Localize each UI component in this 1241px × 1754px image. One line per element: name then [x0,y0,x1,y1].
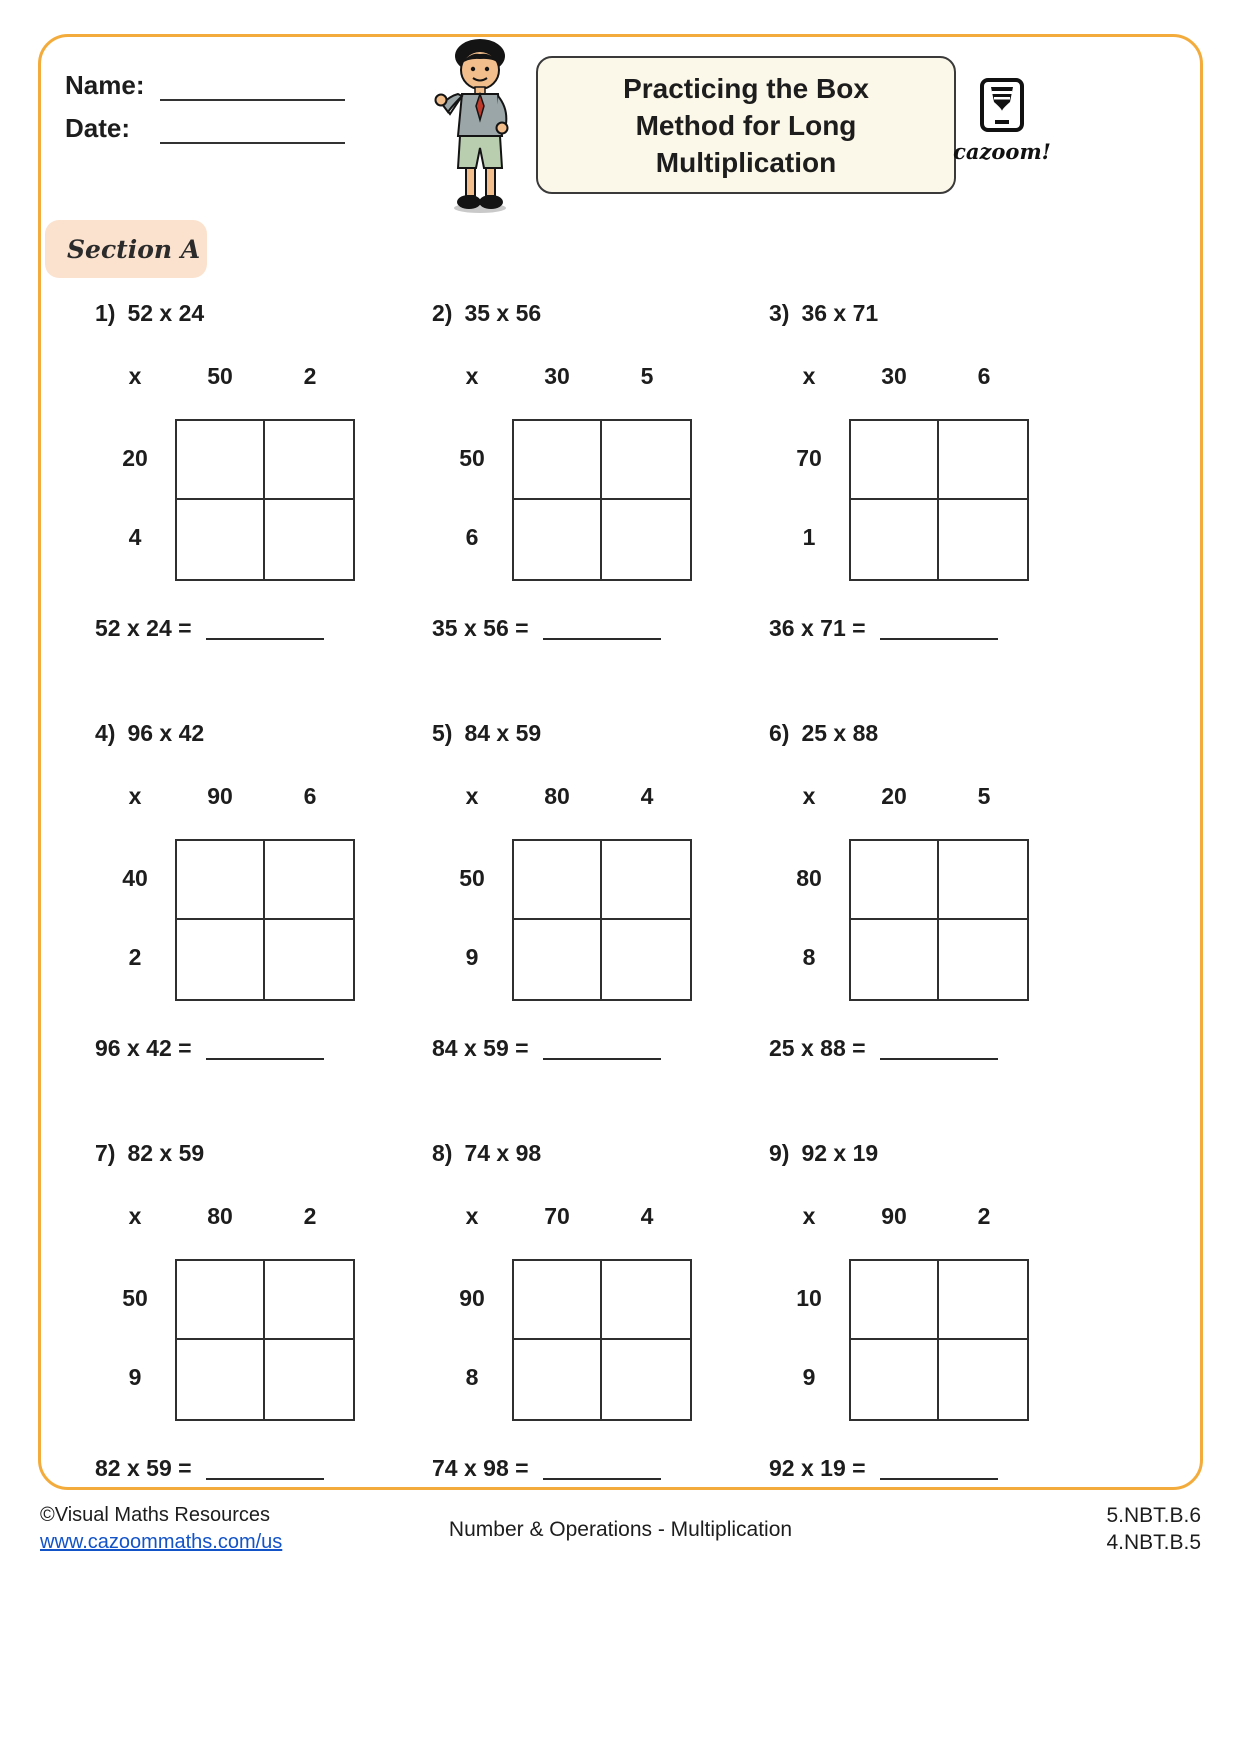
website-link[interactable]: www.cazoommaths.com/us [40,1531,283,1553]
boy-illustration [428,36,528,221]
answer-row [769,1455,1069,1482]
problem-number: 1) [95,300,116,326]
answer-blank-line [880,1458,998,1480]
product-cell [514,421,602,500]
box-method-grid [95,363,395,581]
column-header-row [95,1203,395,1233]
product-cell [602,1340,690,1419]
section-a-label: Section A [67,234,201,264]
product-cell [177,1340,265,1419]
box-method-grid [95,783,395,1001]
row-header-tens: 20 [122,445,148,471]
footer-standards [1106,1502,1201,1556]
name-label: Name: [65,70,145,100]
answer-blank-line [543,618,661,640]
answer-prefix: 84 x 59 = [432,1035,529,1061]
product-cell [602,421,690,500]
box-method-grid [769,1203,1069,1421]
column-header-row [769,783,1069,813]
problem-title [432,300,732,327]
product-cell [939,841,1027,920]
multiply-operator: x [802,363,816,389]
answer-row [769,1035,1069,1062]
problem-number: 7) [95,1140,116,1166]
box-method-body [432,839,732,1001]
problem-block [432,720,732,1062]
problem-block [95,720,395,1062]
product-cell [514,920,602,999]
problem-block [769,720,1069,1062]
column-header-row [432,783,732,813]
worksheet-title-line-1: Practicing the Box [623,72,869,104]
answer-row [432,615,732,642]
box-method-body [95,1259,395,1421]
section-a-box [45,220,207,278]
problem-block [769,1140,1069,1482]
problem-expression: 74 x 98 [464,1140,542,1166]
problem-expression: 84 x 59 [464,720,542,746]
product-cell [177,500,265,579]
column-header-row [95,363,395,393]
answer-row [95,1455,395,1482]
answer-blank-line [880,618,998,640]
answer-blank-line [206,618,324,640]
product-cell [851,841,939,920]
box-method-body [769,1259,1069,1421]
column-header-row [769,363,1069,393]
product-cell [177,421,265,500]
product-cell [851,421,939,500]
column-header-row [432,1203,732,1233]
date-field-row [65,113,345,144]
cazoom-logo-icon [979,119,1025,136]
answer-blank-line [206,1458,324,1480]
product-cell [939,1340,1027,1419]
product-boxes [175,419,355,581]
product-cell [939,421,1027,500]
box-method-grid [769,783,1069,1001]
row-header-tens: 70 [796,445,822,471]
problem-number: 9) [769,1140,790,1166]
box-method-body [769,419,1069,581]
product-cell [939,920,1027,999]
product-cell [514,841,602,920]
answer-blank-line [543,1458,661,1480]
column-header-tens: 30 [544,363,570,389]
problem-block [769,300,1069,642]
product-boxes [175,1259,355,1421]
product-cell [265,421,353,500]
cazoom-logo [952,78,1052,164]
product-cell [939,1261,1027,1340]
column-header-row [432,363,732,393]
answer-prefix: 36 x 71 = [769,615,866,641]
column-header-ones: 2 [303,1203,317,1229]
row-header-tens: 40 [122,865,148,891]
product-boxes [512,839,692,1001]
date-blank-line [160,118,345,144]
multiply-operator: x [802,1203,816,1229]
column-header-tens: 90 [207,783,233,809]
row-header-ones: 8 [802,944,816,970]
answer-prefix: 96 x 42 = [95,1035,192,1061]
box-method-body [95,839,395,1001]
answer-prefix: 35 x 56 = [432,615,529,641]
standard-code-1: 5.NBT.B.6 [1106,1504,1201,1527]
problem-block [432,1140,732,1482]
column-header-row [95,783,395,813]
problem-title [769,300,1069,327]
product-cell [851,1340,939,1419]
problems-grid [95,300,1107,1482]
problem-expression: 52 x 24 [127,300,205,326]
cazoom-logo-text: cazoom! [953,139,1051,164]
answer-row [432,1035,732,1062]
box-method-grid [432,783,732,1001]
row-header-ones: 2 [128,944,142,970]
column-header-ones: 2 [977,1203,991,1229]
multiply-operator: x [128,1203,142,1229]
product-boxes [849,839,1029,1001]
problem-expression: 96 x 42 [127,720,205,746]
box-method-grid [95,1203,395,1421]
column-header-tens: 20 [881,783,907,809]
row-header-tens: 80 [796,865,822,891]
column-header-ones: 4 [640,783,654,809]
problem-number: 4) [95,720,116,746]
product-cell [177,920,265,999]
row-header-column [95,1259,175,1421]
answer-blank-line [543,1038,661,1060]
row-header-column [432,839,512,1001]
box-method-body [769,839,1069,1001]
multiply-operator: x [465,363,479,389]
row-header-column [432,1259,512,1421]
row-header-tens: 10 [796,1285,822,1311]
answer-blank-line [206,1038,324,1060]
row-header-ones: 1 [802,524,816,550]
answer-row [95,615,395,642]
problem-title [432,1140,732,1167]
product-cell [177,1261,265,1340]
product-boxes [849,1259,1029,1421]
problem-number: 5) [432,720,453,746]
product-cell [514,1261,602,1340]
product-boxes [849,419,1029,581]
standard-code-2: 4.NBT.B.5 [1106,1531,1201,1554]
answer-prefix: 74 x 98 = [432,1455,529,1481]
product-cell [602,500,690,579]
box-method-grid [432,1203,732,1421]
multiply-operator: x [465,1203,479,1229]
row-header-ones: 8 [465,1364,479,1390]
product-boxes [175,839,355,1001]
name-blank-line [160,75,345,101]
problem-number: 6) [769,720,790,746]
row-header-tens: 50 [459,865,485,891]
column-header-ones: 6 [303,783,317,809]
problem-title [769,720,1069,747]
row-header-column [769,1259,849,1421]
product-cell [265,1261,353,1340]
row-header-ones: 9 [465,944,479,970]
problem-expression: 82 x 59 [127,1140,205,1166]
box-method-body [432,419,732,581]
problem-expression: 25 x 88 [801,720,879,746]
worksheet-title-box [536,56,956,194]
answer-blank-line [880,1038,998,1060]
column-header-ones: 5 [977,783,991,809]
product-boxes [512,1259,692,1421]
row-header-ones: 4 [128,524,142,550]
column-header-tens: 90 [881,1203,907,1229]
answer-prefix: 25 x 88 = [769,1035,866,1061]
product-cell [265,500,353,579]
answer-prefix: 82 x 59 = [95,1455,192,1481]
row-header-tens: 90 [459,1285,485,1311]
row-header-ones: 9 [128,1364,142,1390]
problem-title [432,720,732,747]
worksheet-title-line-3: Multiplication [655,146,837,178]
column-header-tens: 70 [544,1203,570,1229]
product-cell [851,920,939,999]
problem-title [95,300,395,327]
problem-block [95,1140,395,1482]
problem-expression: 35 x 56 [464,300,542,326]
column-header-ones: 4 [640,1203,654,1229]
product-cell [851,1261,939,1340]
column-header-tens: 30 [881,363,907,389]
answer-row [769,615,1069,642]
product-cell [514,500,602,579]
problem-title [95,720,395,747]
product-cell [602,920,690,999]
product-cell [265,920,353,999]
problem-title [769,1140,1069,1167]
column-header-ones: 2 [303,363,317,389]
product-cell [851,500,939,579]
product-cell [265,1340,353,1419]
footer-topic: Number & Operations - Multiplication [448,1518,793,1541]
row-header-tens: 50 [122,1285,148,1311]
product-cell [602,841,690,920]
column-header-ones: 5 [640,363,654,389]
product-cell [265,841,353,920]
answer-row [432,1455,732,1482]
multiply-operator: x [465,783,479,809]
problem-number: 3) [769,300,790,326]
column-header-row [769,1203,1069,1233]
row-header-tens: 50 [459,445,485,471]
product-cell [939,500,1027,579]
product-cell [602,1261,690,1340]
problem-expression: 92 x 19 [801,1140,879,1166]
box-method-body [95,419,395,581]
problem-block [95,300,395,642]
copyright-text: ©Visual Maths Resources [40,1504,271,1526]
column-header-tens: 50 [207,363,233,389]
problem-number: 8) [432,1140,453,1166]
row-header-column [95,839,175,1001]
multiply-operator: x [128,363,142,389]
answer-row [95,1035,395,1062]
box-method-grid [769,363,1069,581]
name-field-row [65,70,345,101]
box-method-grid [432,363,732,581]
row-header-column [769,839,849,1001]
product-cell [514,1340,602,1419]
problem-number: 2) [432,300,453,326]
problem-block [432,300,732,642]
box-method-body [432,1259,732,1421]
answer-prefix: 52 x 24 = [95,615,192,641]
multiply-operator: x [802,783,816,809]
column-header-tens: 80 [544,783,570,809]
product-cell [177,841,265,920]
column-header-tens: 80 [207,1203,233,1229]
row-header-ones: 6 [465,524,479,550]
row-header-column [432,419,512,581]
row-header-ones: 9 [802,1364,816,1390]
problem-title [95,1140,395,1167]
problem-expression: 36 x 71 [801,300,879,326]
column-header-ones: 6 [977,363,991,389]
row-header-column [95,419,175,581]
worksheet-title-line-2: Method for Long [635,109,857,141]
multiply-operator: x [128,783,142,809]
date-label: Date: [65,113,131,143]
row-header-column [769,419,849,581]
product-boxes [512,419,692,581]
answer-prefix: 92 x 19 = [769,1455,866,1481]
